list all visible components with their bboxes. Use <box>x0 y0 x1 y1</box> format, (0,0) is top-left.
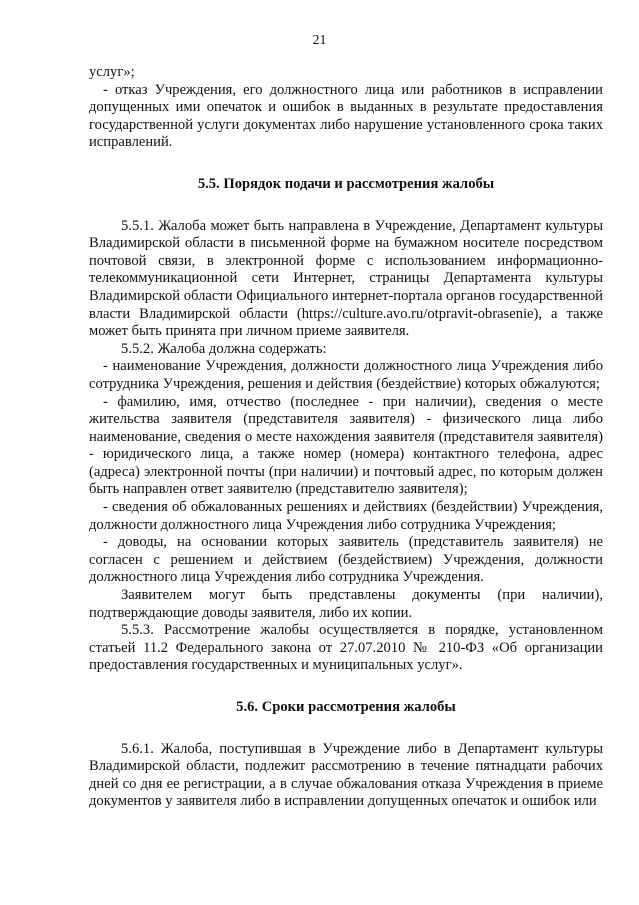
list-item: - наименование Учреждения, должности должностного лица Учреждения либо сотрудника Учреждения, решения и действия (бездействие) которых обжалуются; <box>89 358 603 392</box>
paragraph: 5.5.1. Жалоба может быть направлена в Учреждение, Департамент культуры Владимирской области в письменной форме на бумажном носителе посредством почтовой связи, в электронной форме с использованием информационно-телекоммуникационной сети Интернет, страницы Департамента культуры Владимирской области Официального интернет-портала органов государственной власти Владимирской области (https://culture.avo.ru/otpravit-obrasenie), а также может быть принята при личном приеме заявителя. <box>89 217 603 340</box>
document-body <box>89 64 603 811</box>
paragraph: 5.6.1. Жалоба, поступившая в Учреждение либо в Департамент культуры Владимирской области, подлежит рассмотрению в течение пятнадцати рабочих дней со дня ее регистрации, а в случае обжалования отказа Учреждения в приеме документов у заявителя либо в исправлении допущенных опечаток и ошибок или <box>89 740 603 810</box>
paragraph: Заявителем могут быть представлены документы (при наличии), подтверждающие доводы заявителя, либо их копии. <box>89 587 603 621</box>
section-heading-5-6: 5.6. Сроки рассмотрения жалобы <box>236 699 456 715</box>
list-item: - сведения об обжалованных решениях и действиях (бездействии) Учреждения, должности должностного лица Учреждения либо сотрудника Учреждения; <box>89 499 603 533</box>
section-heading-5-5: 5.5. Порядок подачи и рассмотрения жалобы <box>197 175 495 192</box>
paragraph: - отказ Учреждения, его должностного лица или работников в исправлении допущенных ими опечаток и ошибок в выданных в результате предоставления государственной услуги документах либо нарушение установленного срока таких исправлений. <box>89 81 603 151</box>
list-item: - фамилию, имя, отчество (последнее - при наличии), сведения о месте жительства заявителя (представителя заявителя) - физического лица либо наименование, сведения о месте нахождения заявителя (представителя заявителя) - юридического лица, а также номер (номера) контактного телефона, адрес (адреса) электронной почты (при наличии) и почтовый адрес, по которым должен быть направлен ответ заявителю (представителю заявителя); <box>89 393 603 498</box>
list-item: - доводы, на основании которых заявитель (представитель заявителя) не согласен с решением и действием (бездействием) Учреждения, должности должностного лица Учреждения либо сотрудника Учреждения. <box>89 534 603 586</box>
paragraph: услуг»; <box>89 64 135 80</box>
page-number: 21 <box>312 33 327 48</box>
paragraph: 5.5.2. Жалоба должна содержать: <box>121 340 327 357</box>
paragraph: 5.5.3. Рассмотрение жалобы осуществляется в порядке, установленном статьей 11.2 Федерального закона от 27.07.2010 № 210-ФЗ «Об организации предоставления государственных и муниципальных услуг». <box>89 622 603 674</box>
